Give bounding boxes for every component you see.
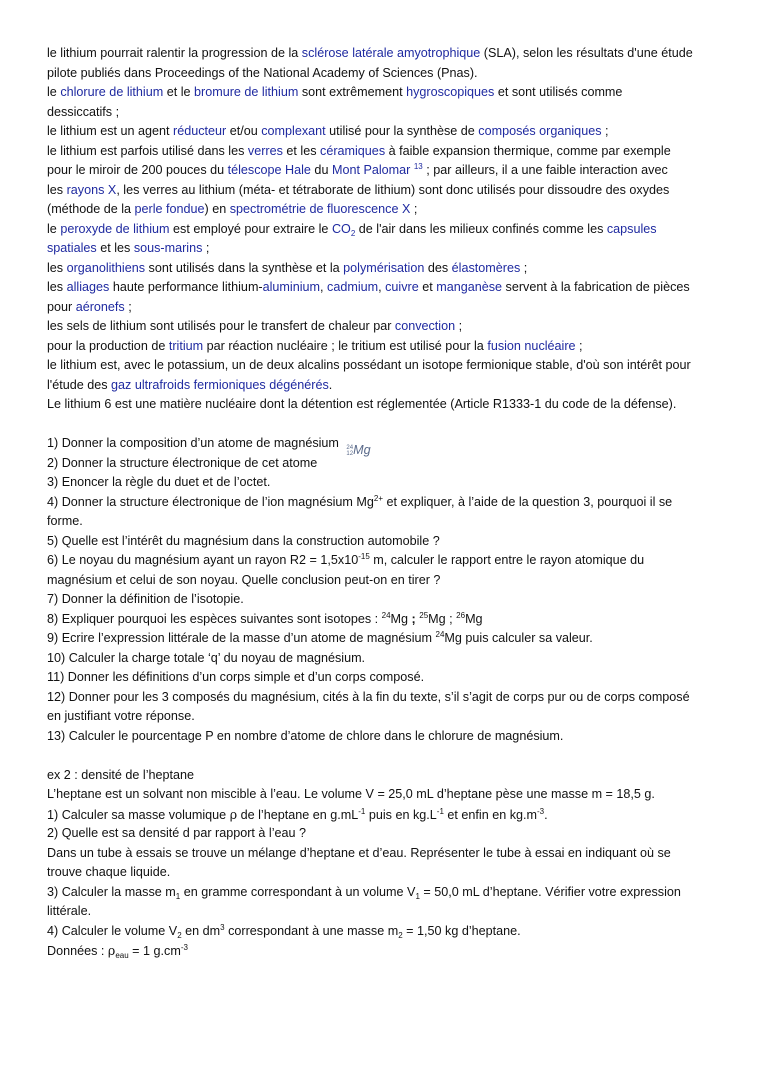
wiki-link[interactable]: spatiales [47, 241, 97, 255]
subscript: 2 [398, 930, 403, 940]
text-line [47, 454, 723, 474]
magnesium-questions-section [47, 434, 723, 746]
text-run: 6) Le noyau du magnésium ayant un rayon R2 = 1,5x10 [47, 553, 359, 567]
text-run: 4) Donner la structure électronique de l’ion magnésium Mg [47, 494, 374, 509]
text-run: l'étude des [47, 377, 112, 392]
text-line [47, 317, 723, 337]
superscript: 3 [220, 922, 225, 932]
text-run: et les [282, 143, 321, 158]
superscript: -3 [537, 806, 545, 816]
lithium-uses-section [47, 44, 723, 415]
mass-number: 24 [346, 445, 354, 451]
wiki-link[interactable]: sous-marins [133, 241, 203, 255]
text-line [47, 220, 723, 240]
text-run: ; [520, 260, 528, 275]
text-run: , les verres au lithium (méta- et tétraborate de lithium) sont donc utilisés pour dissoudre des oxydes [116, 182, 670, 197]
text-line [47, 512, 723, 532]
text-run: puis en kg.L [365, 807, 437, 822]
exercise-2-section [47, 766, 723, 961]
superscript: -3 [180, 943, 188, 952]
text-run: et enfin en kg.m [443, 807, 538, 822]
text-run: ; [601, 124, 609, 138]
wiki-link[interactable]: tritium [168, 338, 204, 353]
text-run: Mg [390, 611, 412, 626]
wiki-link[interactable]: gaz ultrafroids fermioniques dégénérés [111, 377, 329, 392]
text-run: pour [47, 299, 76, 314]
text-run: 8) Expliquer pourquoi les espèces suivantes sont isotopes : [47, 611, 382, 626]
text-run: 2) Donner la structure électronique de cet atome [47, 455, 318, 470]
wiki-link[interactable]: fusion nucléaire [487, 338, 576, 353]
text-line [47, 902, 723, 922]
text-run: en justifiant votre réponse. [47, 709, 195, 723]
text-run: Dans un tube à essais se trouve un mélange d’heptane et d’eau. Représenter le tube à essai en indiquant où se [47, 845, 671, 860]
text-line [47, 142, 723, 162]
wiki-link[interactable]: cuivre [385, 280, 419, 294]
subscript: 1 [415, 891, 420, 901]
wiki-link[interactable]: composés organiques [478, 124, 602, 138]
greek-symbol: ρ [229, 806, 238, 822]
text-run: et sont utilisés comme [494, 85, 623, 99]
section-gap [47, 415, 723, 435]
text-run: sont extrêmement [298, 85, 407, 99]
isotope-symbol [346, 441, 370, 461]
text-run: les [47, 260, 67, 275]
wiki-link[interactable]: polymérisation [343, 260, 425, 275]
text-run: le lithium est un agent [47, 124, 174, 138]
text-run: le lithium est parfois utilisé dans les [47, 143, 248, 158]
text-run: 11) Donner les définitions d’un corps simple et d’un corps composé. [47, 670, 425, 684]
text-run: en dm [181, 923, 221, 938]
text-run: Mg ; [428, 611, 457, 626]
text-line [47, 161, 723, 181]
text-run: les [47, 182, 67, 197]
text-line [47, 805, 723, 825]
text-run: utilisé pour la synthèse de [325, 124, 479, 138]
text-run: 5) Quelle est l’intérêt du magnésium dans la construction automobile ? [47, 533, 440, 548]
text-run: du [310, 163, 332, 177]
text-line [47, 571, 723, 591]
wiki-link[interactable]: manganèse [436, 280, 503, 294]
wiki-link[interactable]: complexant [261, 124, 326, 138]
wiki-link[interactable]: bromure de lithium [194, 85, 299, 99]
wiki-link[interactable]: CO [331, 221, 351, 236]
subscript[interactable]: 2 [350, 228, 356, 238]
text-run: en gramme correspondant à un volume V [180, 884, 416, 899]
text-run: L’heptane est un solvant non miscible à l’eau. Le volume V = 25,0 mL d’heptane pèse une masse m = 18,5 g. [47, 787, 655, 801]
wiki-link[interactable]: organolithiens [66, 260, 146, 275]
text-run: (SLA), selon les résultats d'une étude [480, 46, 693, 60]
text-run: haute performance lithium- [109, 280, 263, 294]
wiki-link[interactable]: sclérose latérale amyotrophique [301, 46, 481, 60]
text-line [47, 766, 723, 786]
text-run: 1) Calculer sa masse volumique [47, 807, 230, 822]
text-run: le [47, 85, 61, 99]
text-line [47, 181, 723, 201]
text-line [47, 376, 723, 396]
text-run: . [544, 807, 548, 822]
subscript: eau [115, 951, 129, 960]
text-run: ex 2 : densité de l’heptane [47, 767, 195, 782]
text-line [47, 727, 723, 747]
wiki-link[interactable]: Mont Palomar [331, 163, 411, 177]
text-run: = 1,50 kg d’heptane. [402, 923, 521, 938]
subscript: 2 [177, 930, 182, 940]
text-line [47, 434, 723, 458]
text-run: trouve chaque liquide. [47, 865, 171, 879]
text-run: , [320, 280, 328, 294]
text-run: et les [96, 241, 134, 255]
wiki-link[interactable]: convection [394, 319, 456, 333]
text-line [47, 278, 723, 298]
text-run: 3) Enoncer la règle du duet et de l’octet. [47, 475, 271, 489]
text-run: = 1 g.cm [128, 944, 181, 958]
superscript: -1 [358, 806, 366, 816]
wiki-link[interactable]: verres [247, 143, 283, 158]
text-run: le lithium pourrait ralentir la progression de la [47, 46, 302, 60]
isotope-numbers [346, 445, 353, 457]
text-run: . [328, 377, 333, 392]
text-line [47, 122, 723, 142]
text-run: (méthode de la [47, 202, 135, 216]
text-line [47, 259, 723, 279]
superscript: -1 [436, 806, 444, 816]
text-run: le [47, 221, 61, 236]
text-line [47, 863, 723, 883]
text-line [47, 473, 723, 493]
text-run: les [47, 280, 67, 294]
text-run: par réaction nucléaire ; le tritium est utilisé pour la [203, 338, 488, 353]
text-line [47, 551, 723, 571]
text-run: 10) Calculer la charge totale ‘q’ du noyau de magnésium. [47, 650, 366, 665]
text-line [47, 64, 723, 84]
text-line [47, 922, 723, 942]
wiki-link[interactable]: élastomères [451, 260, 521, 275]
text-run: Le lithium 6 est une matière nucléaire dont la détention est réglementée (Article R1333-1 du code de la défense). [47, 397, 677, 411]
element-symbol: Mg [353, 443, 371, 458]
text-run: magnésium et celui de son noyau. Quelle conclusion peut-on en tirer ? [47, 572, 441, 587]
text-run: est employé pour extraire le [169, 221, 332, 236]
wiki-link[interactable]: télescope Hale [227, 163, 311, 177]
text-run: servent à la fabrication de pièces [502, 280, 690, 294]
bold-text: ; [411, 611, 416, 626]
text-run: pour la production de [47, 338, 169, 353]
text-run: pilote publiés dans Proceedings of the National Academy of Sciences (Pnas). [47, 65, 478, 80]
wiki-link[interactable]: spectrométrie de fluorescence X [229, 202, 411, 216]
subscript: 1 [175, 891, 181, 901]
text-line [47, 629, 723, 649]
wiki-link[interactable]: capsules [606, 221, 657, 236]
text-run: sont utilisés dans la synthèse et la [145, 260, 344, 275]
superscript: 25 [419, 610, 429, 620]
text-run: de l'air dans les milieux confinés comme les [355, 221, 607, 236]
wiki-link[interactable]: hygroscopiques [406, 85, 495, 99]
text-line [47, 590, 723, 610]
text-run: ; [124, 299, 132, 314]
wiki-link[interactable]: rayons X [66, 182, 117, 197]
text-run: de l’heptane en g.mL [237, 807, 359, 822]
text-run: , [378, 280, 386, 294]
text-line [47, 200, 723, 220]
superscript[interactable]: 13 [413, 162, 423, 171]
text-line [47, 785, 723, 805]
text-line [47, 83, 723, 103]
text-run: forme. [47, 514, 83, 528]
text-run: dessiccatifs ; [47, 104, 120, 119]
wiki-link[interactable]: céramiques [320, 143, 386, 158]
text-run: ; [455, 319, 463, 333]
text-run: Mg puis calculer sa valeur. [444, 631, 593, 645]
wiki-link[interactable]: alliages [66, 280, 110, 294]
text-run: les sels de lithium sont utilisés pour le transfert de chaleur par [47, 319, 395, 333]
text-line [47, 493, 723, 513]
text-line [47, 883, 723, 903]
atomic-number: 12 [346, 451, 354, 457]
text-run: ; [202, 241, 210, 255]
text-line [47, 103, 723, 123]
text-line [47, 649, 723, 669]
wiki-link[interactable]: aluminium [262, 280, 321, 294]
text-line [47, 844, 723, 864]
text-run: ) en [204, 202, 230, 216]
superscript: 2+ [373, 493, 384, 503]
text-line [47, 707, 723, 727]
text-run: 2) Quelle est sa densité d par rapport à l’eau ? [47, 826, 307, 840]
text-run: correspondant à une masse m [224, 923, 399, 938]
text-line [47, 298, 723, 318]
text-run: et expliquer, à l’aide de la question 3, pourquoi il se [383, 494, 673, 509]
text-run: = 50,0 mL d’heptane. Vérifier votre expression [419, 884, 681, 899]
text-run: 1) Donner la composition d’un atome de magnésium [47, 436, 343, 450]
superscript: -15 [358, 552, 370, 561]
page-content [47, 44, 723, 961]
text-run: le lithium est, avec le potassium, un de deux alcalins possédant un isotope fermionique stable, d'où son intérêt pour [47, 358, 691, 372]
wiki-link[interactable]: perle fondue [134, 202, 205, 216]
text-run: m, calculer le rapport entre le rayon atomique du [369, 553, 645, 567]
text-run: 9) Ecrire l’expression littérale de la masse d’un atome de magnésium [47, 631, 436, 645]
text-run: 7) Donner la définition de l’isotopie. [47, 592, 244, 606]
text-line [47, 239, 723, 259]
text-line [47, 395, 723, 415]
text-line [47, 668, 723, 688]
text-run: littérale. [47, 904, 92, 918]
greek-symbol: ρ [107, 943, 116, 958]
superscript: 24 [435, 630, 445, 639]
text-line [47, 824, 723, 844]
text-run: des [424, 260, 452, 275]
text-run: ; [575, 338, 583, 353]
wiki-link[interactable]: chlorure de lithium [60, 85, 164, 99]
text-run: et le [163, 85, 195, 99]
text-run: à faible expansion thermique, comme par exemple [385, 143, 671, 158]
section-gap [47, 746, 723, 766]
text-line [47, 532, 723, 552]
text-run: 4) Calculer le volume V [47, 923, 178, 938]
wiki-link[interactable]: cadmium [327, 280, 379, 294]
text-run: ; [410, 202, 418, 216]
superscript: 24 [381, 610, 391, 620]
text-line [47, 610, 723, 630]
text-run: 3) Calculer la masse m [47, 884, 176, 899]
superscript: 26 [456, 610, 466, 620]
text-line [47, 356, 723, 376]
text-run: Données : [47, 944, 108, 958]
text-run: Mg [465, 611, 483, 626]
text-run: et [418, 280, 437, 294]
text-line [47, 941, 723, 961]
text-line [47, 688, 723, 708]
wiki-link[interactable]: peroxyde de lithium [60, 221, 170, 236]
wiki-link[interactable]: aéronefs [75, 299, 125, 314]
wiki-link[interactable]: réducteur [173, 124, 227, 138]
text-run: et/ou [226, 124, 262, 138]
text-line [47, 337, 723, 357]
text-run: pour le miroir de 200 pouces du [47, 163, 228, 177]
text-run: 13) Calculer le pourcentage P en nombre d’atome de chlore dans le chlorure de magnésium. [47, 728, 564, 743]
text-line [47, 44, 723, 64]
text-run: ; par ailleurs, il a une faible interaction avec [422, 163, 668, 177]
text-run: 12) Donner pour les 3 composés du magnésium, cités à la fin du texte, s’il s’agit de corps pur ou de corps composé [47, 689, 690, 704]
